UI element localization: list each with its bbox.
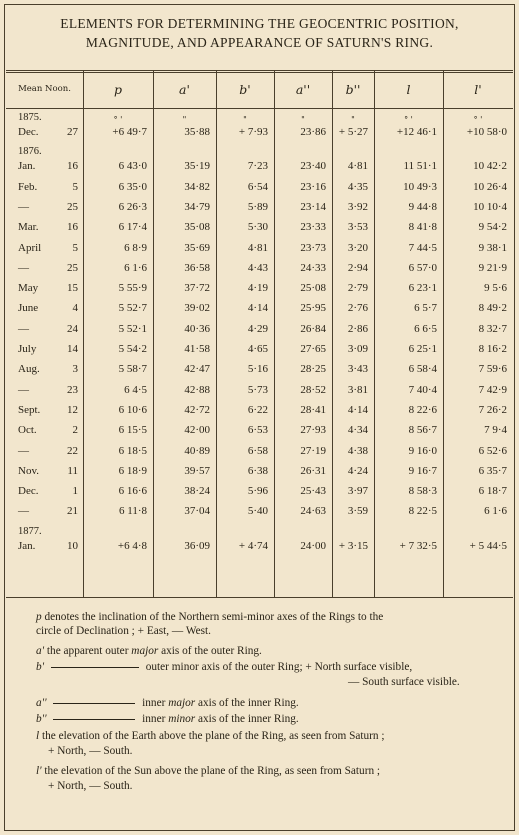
row-month: July bbox=[18, 343, 37, 355]
value-l: 9 16·7 bbox=[408, 464, 437, 477]
column-header: l' bbox=[474, 81, 482, 97]
ditto-dash bbox=[53, 703, 135, 704]
value-a1: 42·00 bbox=[184, 424, 210, 437]
value-p: 6 35·0 bbox=[118, 180, 147, 193]
note-b2-pre: inner bbox=[142, 713, 166, 725]
value-a1: 37·72 bbox=[184, 282, 210, 295]
value-l: 8 22·6 bbox=[408, 403, 437, 416]
value-a1: 35·08 bbox=[184, 221, 210, 234]
value-b1: 4·29 bbox=[247, 322, 268, 335]
note-l2-text-1: the elevation of the Sun above the plane of the Ring, as seen from Saturn ; bbox=[44, 765, 381, 777]
row-day: 21 bbox=[67, 505, 78, 518]
value-a1: 39·57 bbox=[184, 464, 210, 477]
note-l2-text-2: + North, — South. bbox=[48, 780, 133, 792]
value-a2: 25·95 bbox=[300, 302, 326, 315]
value-b1: 5·40 bbox=[247, 505, 268, 518]
unit-label: " bbox=[351, 115, 355, 124]
value-a1: 40·89 bbox=[184, 444, 210, 457]
row-month: Mar. bbox=[18, 221, 39, 234]
value-a1: 37·04 bbox=[184, 505, 210, 518]
value-a2: 24·63 bbox=[300, 505, 326, 518]
value-b2: 3·53 bbox=[347, 221, 368, 234]
value-l: 6 5·7 bbox=[414, 302, 437, 315]
value-a2: 27·93 bbox=[300, 424, 326, 437]
value-a1: 34·82 bbox=[184, 180, 210, 193]
row-day: 23 bbox=[67, 383, 78, 396]
value-a1: 42·72 bbox=[184, 403, 210, 416]
value-l2: 9 38·1 bbox=[478, 241, 507, 254]
page-title bbox=[0, 14, 519, 52]
value-a1: 42·88 bbox=[184, 383, 210, 396]
row-month: Dec. bbox=[18, 126, 39, 138]
row-day: 14 bbox=[67, 343, 78, 355]
value-l: 8 22·5 bbox=[408, 505, 437, 518]
value-p: 5 52·7 bbox=[118, 302, 147, 315]
value-b1: 6·54 bbox=[247, 180, 268, 193]
note-p-text-1: denotes the inclination of the Northern semi-minor axes of the Rings to the bbox=[44, 611, 384, 623]
value-a1: 42·47 bbox=[184, 363, 210, 376]
value-l: 9 44·8 bbox=[408, 200, 437, 213]
value-p: 6 8·9 bbox=[124, 241, 147, 254]
value-p: 5 58·7 bbox=[118, 363, 147, 376]
note-b1-cont bbox=[348, 675, 460, 690]
note-b2-em: minor bbox=[168, 713, 196, 725]
value-b1: 4·19 bbox=[247, 282, 268, 295]
value-l: 7 44·5 bbox=[408, 241, 437, 254]
value-b2: 4·14 bbox=[347, 403, 368, 416]
note-b1-text: outer minor axis of the outer Ring; + North surface visible, bbox=[145, 661, 413, 673]
ditto-dash bbox=[53, 719, 135, 720]
row-month: Oct. bbox=[18, 424, 37, 437]
title-line-1: ELEMENTS FOR DETERMINING THE GEOCENTRIC POSITION, bbox=[60, 16, 459, 31]
value-l: 7 40·4 bbox=[408, 383, 437, 396]
unit-label: ° ' bbox=[404, 115, 413, 124]
value-b2: 4·24 bbox=[347, 464, 368, 477]
value-b1: 4·65 bbox=[247, 343, 268, 355]
value-a2: 23·73 bbox=[300, 241, 326, 254]
note-a1-post: axis of the outer Ring. bbox=[161, 645, 262, 657]
note-p-text-2: circle of Declination ; + East, — West. bbox=[36, 625, 211, 637]
value-p: 6 18·9 bbox=[118, 464, 147, 477]
value-p: 6 17·4 bbox=[118, 221, 147, 234]
value-l: 8 58·3 bbox=[408, 485, 437, 498]
value-l2: 8 49·2 bbox=[478, 302, 507, 315]
value-l: 10 49·3 bbox=[403, 180, 437, 193]
value-a2: 25·43 bbox=[300, 485, 326, 498]
unit-label: " bbox=[301, 115, 305, 124]
value-l2: 10 42·2 bbox=[473, 160, 507, 173]
row-month: Aug. bbox=[18, 363, 40, 376]
note-p-cont bbox=[36, 624, 211, 639]
value-l2: 6 35·7 bbox=[478, 464, 507, 477]
value-b1: 4·14 bbox=[247, 302, 268, 315]
value-b2: 3·20 bbox=[347, 241, 368, 254]
value-a2: 27·19 bbox=[300, 444, 326, 457]
value-l2: 10 26·4 bbox=[473, 180, 507, 193]
value-b2: 3·09 bbox=[347, 343, 368, 355]
value-p: 6 10·6 bbox=[118, 403, 147, 416]
value-l: 6 57·0 bbox=[408, 261, 437, 274]
value-a2: 27·65 bbox=[300, 343, 326, 355]
ditto-dash bbox=[51, 667, 139, 668]
value-a1: 36·09 bbox=[184, 539, 210, 552]
value-l2: 6 1·6 bbox=[484, 505, 507, 518]
value-a1: 35·19 bbox=[184, 160, 210, 173]
column-header: b'' bbox=[345, 81, 361, 97]
row-day: 11 bbox=[67, 464, 78, 477]
row-month: April bbox=[18, 241, 42, 254]
note-b1-symbol: b' bbox=[36, 661, 45, 673]
note-b2 bbox=[36, 712, 299, 727]
value-b1: 5·96 bbox=[247, 485, 268, 498]
value-a2: 23·86 bbox=[300, 126, 326, 138]
value-l2: 7 9·4 bbox=[484, 424, 507, 437]
row-day: 5 bbox=[72, 180, 78, 193]
value-l: 8 41·8 bbox=[408, 221, 437, 234]
row-day: 2 bbox=[72, 424, 78, 437]
row-month: Sept. bbox=[18, 403, 41, 416]
value-p: +6 4·8 bbox=[117, 539, 147, 552]
row-day: 4 bbox=[72, 302, 78, 315]
value-b2: 4·34 bbox=[347, 424, 368, 437]
row-day: 16 bbox=[67, 160, 78, 173]
row-day: 16 bbox=[67, 221, 78, 234]
value-l2: +10 58·0 bbox=[466, 126, 507, 138]
row-day: 25 bbox=[67, 261, 78, 274]
column-header: p bbox=[113, 81, 122, 97]
value-a2: 26·84 bbox=[300, 322, 326, 335]
value-b1: 4·43 bbox=[247, 261, 268, 274]
note-l bbox=[36, 729, 385, 744]
value-l2: 8 16·2 bbox=[478, 343, 507, 355]
value-l2: 7 26·2 bbox=[478, 403, 507, 416]
note-p bbox=[36, 610, 383, 625]
row-day: 3 bbox=[72, 363, 78, 376]
value-b1: + 7·93 bbox=[238, 126, 268, 138]
value-l2: 10 10·4 bbox=[473, 200, 507, 213]
value-a1: 34·79 bbox=[184, 200, 210, 213]
note-b2-post: axis of the inner Ring. bbox=[198, 713, 299, 725]
value-a1: 40·36 bbox=[184, 322, 210, 335]
unit-label: " bbox=[243, 115, 247, 124]
value-l: 6 6·5 bbox=[414, 322, 437, 335]
row-day: 15 bbox=[67, 282, 78, 295]
value-b1: 6·22 bbox=[247, 403, 268, 416]
value-l: 8 56·7 bbox=[408, 424, 437, 437]
value-b1: 5·73 bbox=[247, 383, 268, 396]
value-a2: 23·33 bbox=[300, 221, 326, 234]
value-a1: 38·24 bbox=[184, 485, 210, 498]
note-a2-em: major bbox=[168, 697, 196, 709]
value-b2: 4·38 bbox=[347, 444, 368, 457]
value-p: 5 54·2 bbox=[118, 343, 147, 355]
value-b2: 3·92 bbox=[347, 200, 368, 213]
row-month: Jan. bbox=[18, 160, 36, 173]
value-l: + 7 32·5 bbox=[399, 539, 437, 552]
row-month: — bbox=[18, 200, 29, 213]
value-b2: 3·97 bbox=[347, 485, 368, 498]
value-a2: 24·00 bbox=[300, 539, 326, 552]
value-p: 6 18·5 bbox=[118, 444, 147, 457]
value-l2: 6 18·7 bbox=[478, 485, 507, 498]
row-month: — bbox=[18, 322, 29, 335]
row-month: Feb. bbox=[18, 180, 38, 193]
value-b2: 4·35 bbox=[347, 180, 368, 193]
row-day: 25 bbox=[67, 200, 78, 213]
value-b2: 2·94 bbox=[347, 261, 368, 274]
value-b2: + 5·27 bbox=[338, 126, 368, 138]
value-p: 6 4·5 bbox=[124, 383, 147, 396]
value-b1: 4·81 bbox=[247, 241, 268, 254]
note-l-text-1: the elevation of the Earth above the plane of the Ring, as seen from Saturn ; bbox=[41, 730, 385, 742]
value-l2: 9 54·2 bbox=[478, 221, 507, 234]
value-l2: 8 32·7 bbox=[478, 322, 507, 335]
value-b2: + 3·15 bbox=[338, 539, 368, 552]
value-a1: 39·02 bbox=[184, 302, 210, 315]
unit-label: ° ' bbox=[113, 115, 123, 124]
note-l2-cont bbox=[48, 779, 133, 794]
title-line-2: MAGNITUDE, AND APPEARANCE OF SATURN'S RING. bbox=[85, 35, 434, 50]
row-month: — bbox=[18, 505, 29, 518]
value-l2: + 5 44·5 bbox=[469, 539, 507, 552]
row-month: June bbox=[18, 302, 39, 315]
row-month: — bbox=[18, 261, 29, 274]
note-a2-pre: inner bbox=[142, 697, 166, 709]
value-l: 6 25·1 bbox=[408, 343, 437, 355]
value-a2: 24·33 bbox=[300, 261, 326, 274]
row-day: 22 bbox=[67, 444, 78, 457]
value-p: 6 15·5 bbox=[118, 424, 147, 437]
value-l2: 9 5·6 bbox=[484, 282, 507, 295]
column-header: Mean Noon. bbox=[18, 84, 71, 94]
value-a2: 28·41 bbox=[300, 403, 326, 416]
value-a2: 23·14 bbox=[300, 200, 326, 213]
value-a2: 23·16 bbox=[300, 180, 326, 193]
value-b2: 3·59 bbox=[347, 505, 368, 518]
value-p: 5 52·1 bbox=[118, 322, 147, 335]
ring-elements-table bbox=[6, 70, 513, 598]
value-b1: 5·89 bbox=[247, 200, 268, 213]
value-b1: 7·23 bbox=[247, 160, 268, 173]
value-a2: 23·40 bbox=[300, 160, 326, 173]
row-day: 5 bbox=[72, 241, 78, 254]
value-a1: 35·69 bbox=[184, 241, 210, 254]
row-day: 12 bbox=[67, 403, 78, 416]
value-b1: 6·58 bbox=[247, 444, 268, 457]
value-a2: 28·25 bbox=[300, 363, 326, 376]
row-day: 10 bbox=[67, 539, 78, 552]
value-a2: 26·31 bbox=[300, 464, 326, 477]
value-a2: 25·08 bbox=[300, 282, 326, 295]
note-l-text-2: + North, — South. bbox=[48, 745, 133, 757]
row-month: — bbox=[18, 383, 29, 396]
row-month: May bbox=[18, 282, 39, 295]
value-b2: 3·81 bbox=[347, 383, 368, 396]
value-p: 5 55·9 bbox=[118, 282, 147, 295]
value-p: 6 43·0 bbox=[118, 160, 147, 173]
value-b2: 3·43 bbox=[347, 363, 368, 376]
note-l2-symbol: l' bbox=[36, 765, 42, 777]
unit-label: ° ' bbox=[473, 115, 483, 124]
value-p: 6 26·3 bbox=[118, 200, 147, 213]
row-month: — bbox=[18, 444, 29, 457]
note-l2 bbox=[36, 764, 380, 779]
note-p-symbol: p bbox=[36, 611, 42, 623]
value-b1: 6·53 bbox=[247, 424, 268, 437]
note-a1-symbol: a' bbox=[36, 645, 45, 657]
value-a2: 28·52 bbox=[300, 383, 326, 396]
row-month: Jan. bbox=[18, 539, 36, 552]
row-day: 24 bbox=[67, 322, 78, 335]
note-a1 bbox=[36, 644, 262, 659]
column-header: b' bbox=[239, 81, 251, 97]
note-b1 bbox=[36, 660, 412, 675]
note-l-cont bbox=[48, 744, 133, 759]
value-b2: 2·76 bbox=[347, 302, 368, 315]
value-l2: 6 52·6 bbox=[478, 444, 507, 457]
value-l: 9 16·0 bbox=[408, 444, 437, 457]
note-b2-symbol: b'' bbox=[36, 713, 47, 725]
value-b2: 4·81 bbox=[347, 160, 368, 173]
value-b1: 6·38 bbox=[247, 464, 268, 477]
value-a1: 36·58 bbox=[184, 261, 210, 274]
value-l2: 7 42·9 bbox=[478, 383, 507, 396]
value-b1: 5·16 bbox=[247, 363, 268, 376]
note-a1-em: major bbox=[131, 645, 159, 657]
note-a2-post: axis of the inner Ring. bbox=[198, 697, 299, 709]
column-header: a'' bbox=[295, 81, 311, 97]
column-header: a' bbox=[179, 81, 190, 97]
value-b1: 5·30 bbox=[247, 221, 268, 234]
note-b1-text-2: — South surface visible. bbox=[348, 676, 460, 688]
value-l2: 7 59·6 bbox=[478, 363, 507, 376]
value-p: +6 49·7 bbox=[112, 126, 147, 138]
value-p: 6 16·6 bbox=[118, 485, 147, 498]
note-a1-pre: the apparent outer bbox=[46, 645, 129, 657]
year-label: 1876. bbox=[18, 146, 42, 158]
year-label: 1875. bbox=[18, 112, 42, 123]
note-l-symbol: l bbox=[36, 730, 40, 742]
value-b2: 2·86 bbox=[347, 322, 368, 335]
value-l: 6 58·4 bbox=[408, 363, 437, 376]
row-month: Nov. bbox=[18, 464, 39, 477]
row-day: 27 bbox=[67, 126, 78, 138]
value-a1: 41·58 bbox=[184, 343, 210, 355]
value-a1: 35·88 bbox=[184, 126, 210, 138]
row-month: Dec. bbox=[18, 485, 39, 498]
year-label: 1877. bbox=[18, 525, 42, 537]
value-l: 6 23·1 bbox=[408, 282, 437, 295]
value-l: +12 46·1 bbox=[396, 126, 437, 138]
value-l: 11 51·1 bbox=[403, 160, 437, 173]
value-b2: 2·79 bbox=[347, 282, 368, 295]
note-a2 bbox=[36, 696, 299, 711]
unit-label: " bbox=[182, 115, 187, 124]
value-l2: 9 21·9 bbox=[478, 261, 507, 274]
row-day: 1 bbox=[72, 485, 78, 498]
value-b1: + 4·74 bbox=[238, 539, 268, 552]
note-a2-symbol: a'' bbox=[36, 697, 47, 709]
value-p: 6 11·8 bbox=[118, 505, 147, 518]
column-header: l bbox=[406, 81, 411, 97]
value-p: 6 1·6 bbox=[124, 261, 147, 274]
